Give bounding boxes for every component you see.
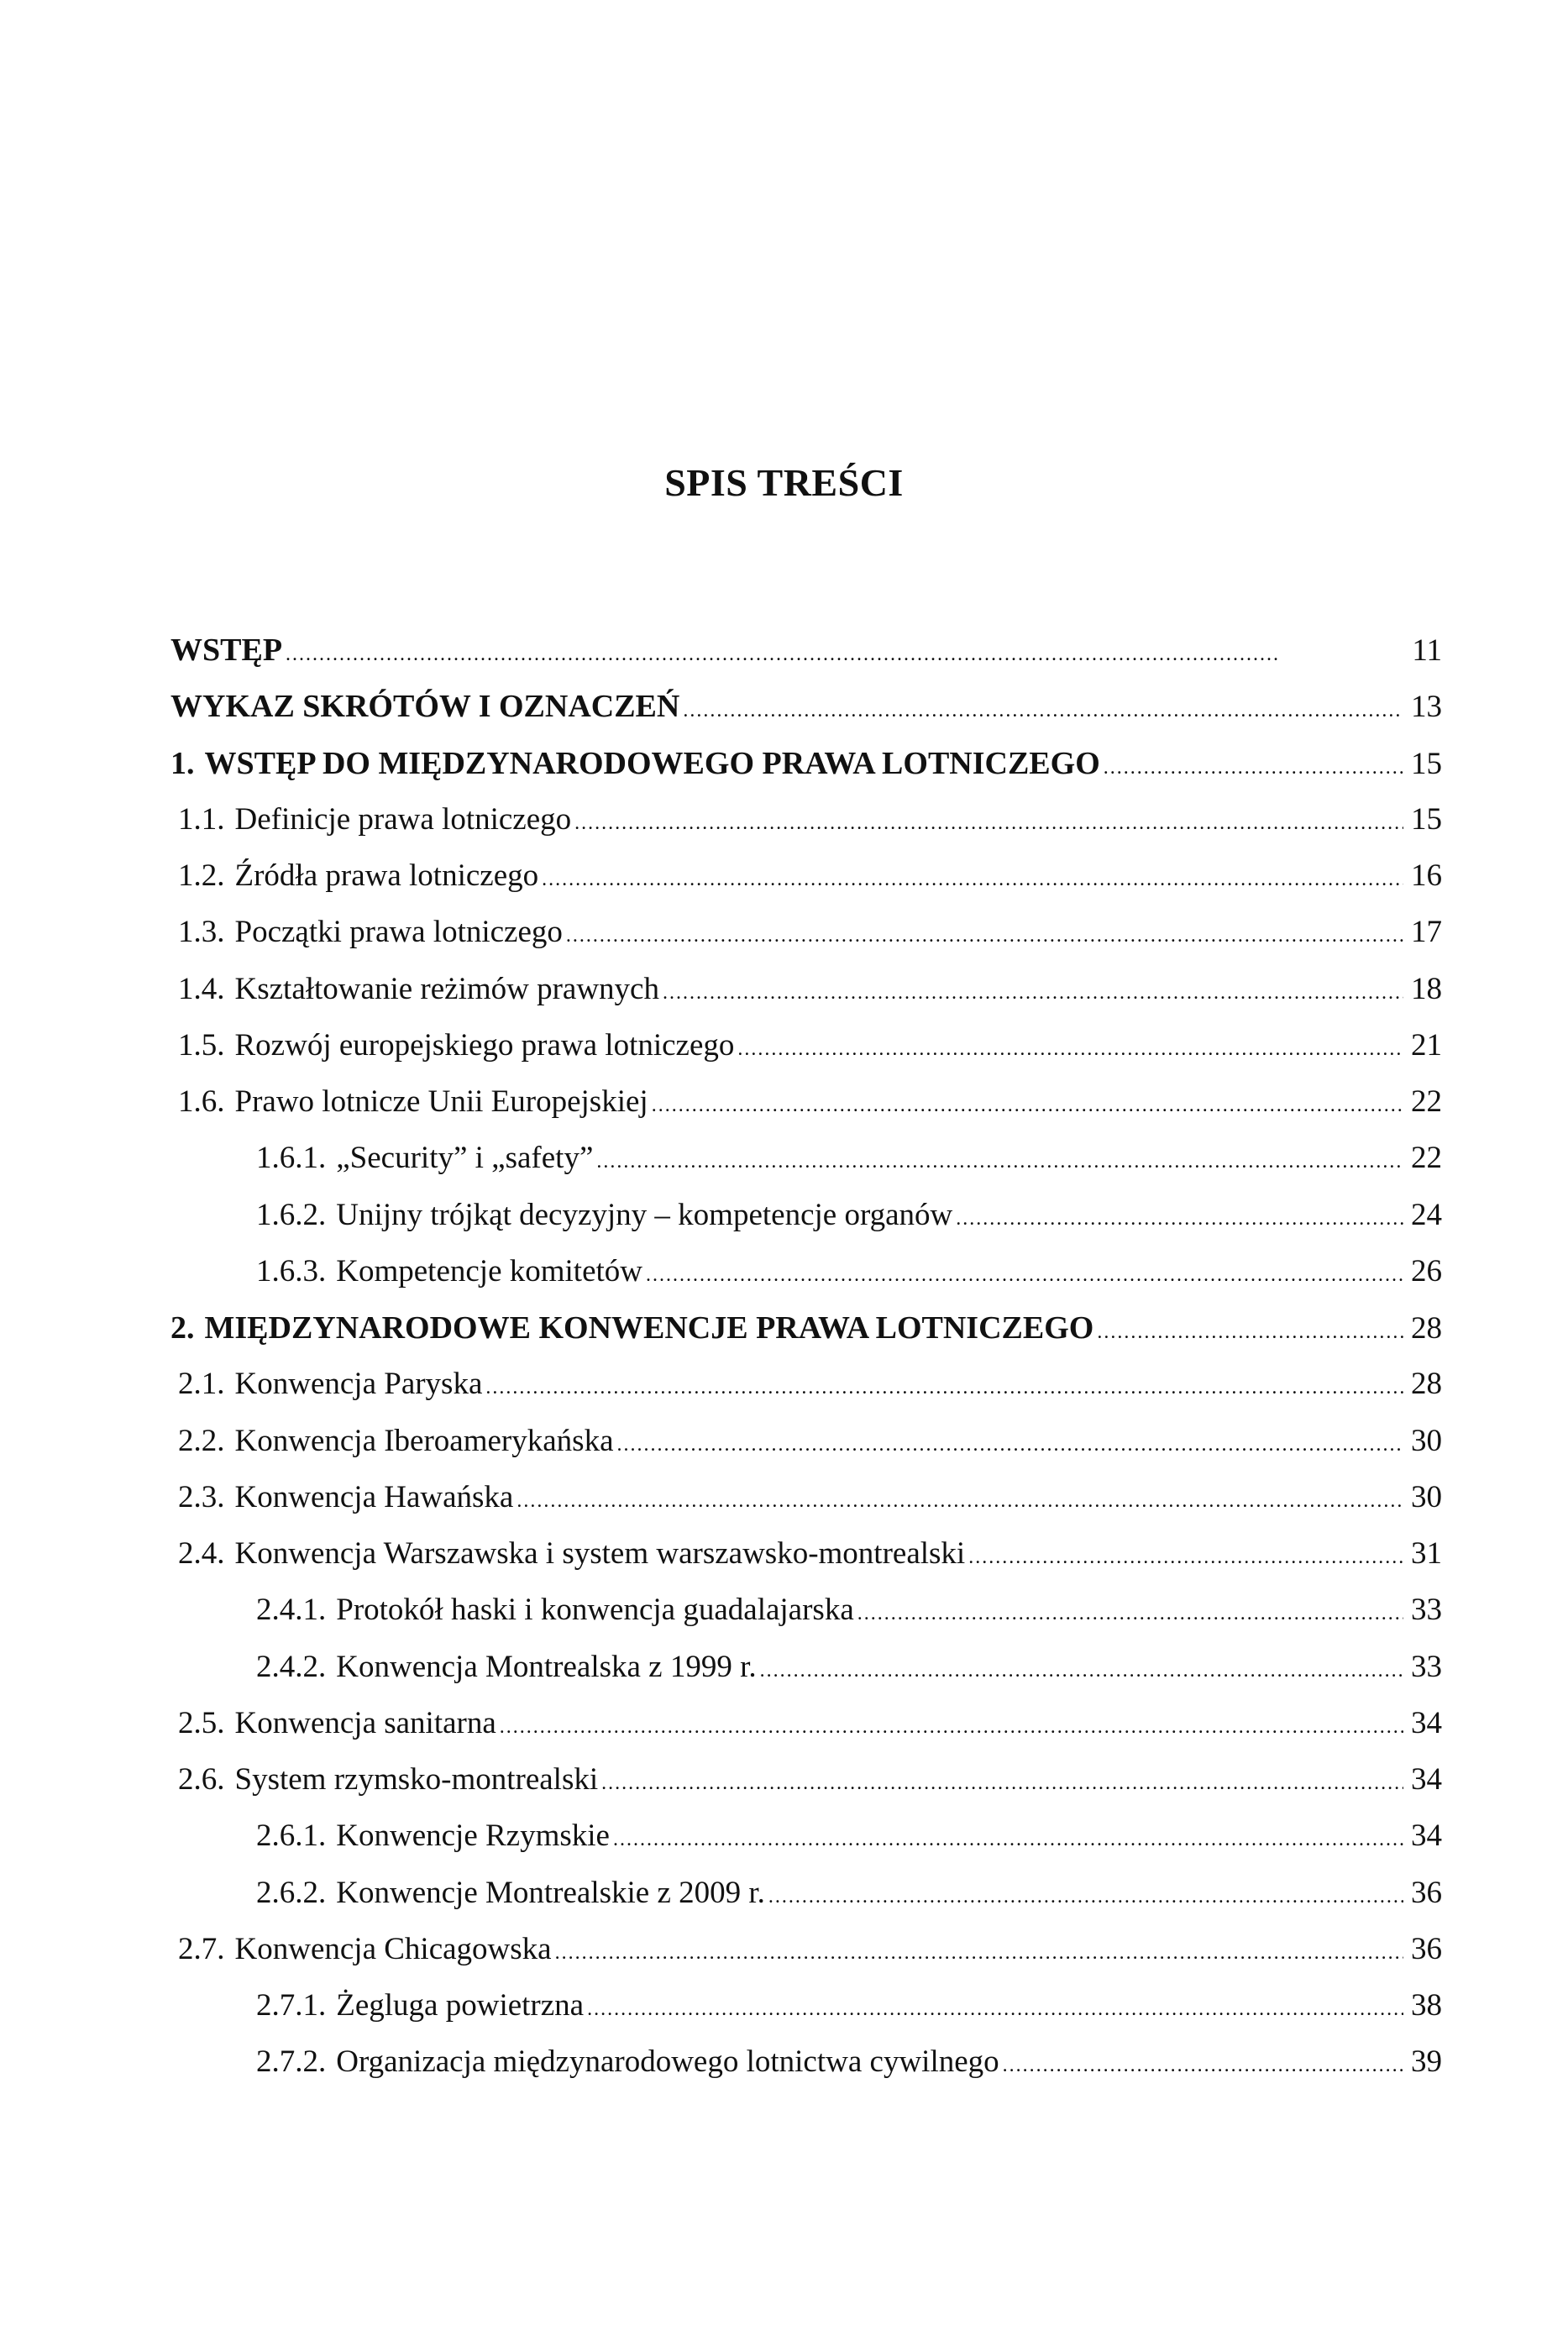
toc-entry-number: 2.3.: [178, 1479, 225, 1514]
toc-entry-number: 2.2.: [178, 1423, 225, 1458]
toc-entry-label: Konwencja Paryska: [234, 1367, 483, 1402]
toc-entry: [170, 1366, 1442, 1422]
toc-entry-page-number: 36: [1411, 1875, 1442, 1910]
toc-entry-page-number: 18: [1411, 971, 1442, 1006]
toc-entry: [170, 1197, 1442, 1253]
dot-leader: [587, 1998, 1403, 2021]
toc-entry-page-number: 16: [1411, 858, 1442, 893]
dot-leader: [555, 1942, 1403, 1965]
toc-entry: [170, 2044, 1442, 2100]
toc-entry-number: 1.6.2.: [256, 1197, 327, 1232]
toc-entry-number: 2.7.: [178, 1931, 225, 1966]
toc-entry-number: 2.1.: [178, 1367, 225, 1402]
toc-entry-number: 1.5.: [178, 1027, 225, 1063]
toc-entry-number: 2.7.1.: [256, 1988, 327, 2023]
toc-entry-label: Żegluga powietrzna: [336, 1988, 585, 2023]
toc-entry-page-number: 30: [1411, 1479, 1442, 1514]
toc-entry-page-number: 39: [1411, 2044, 1442, 2080]
toc-entry: [170, 1987, 1442, 2044]
dot-leader: [485, 1377, 1403, 1399]
toc-entry-label: System rzymsko-montrealski: [234, 1762, 599, 1797]
toc-entry-label: MIĘDZYNARODOWE KONWENCJE PRAWA LOTNICZEGO: [204, 1310, 1094, 1346]
dot-leader: [1104, 757, 1403, 779]
toc-entry-page-number: 31: [1411, 1536, 1442, 1571]
toc-entry-page-number: 22: [1411, 1084, 1442, 1119]
toc-entry: [170, 1479, 1442, 1535]
dot-leader: [601, 1772, 1403, 1795]
toc-entry-page-number: 34: [1411, 1705, 1442, 1740]
dot-leader: [683, 700, 1403, 722]
toc-entry: [170, 1084, 1442, 1140]
page-title: SPIS TREŚCI: [664, 461, 904, 504]
dot-leader: [566, 925, 1403, 947]
dot-leader: [617, 1434, 1404, 1456]
toc-entry-label: Konwencja Hawańska: [234, 1479, 514, 1514]
toc-entry-number: 1.6.3.: [256, 1253, 327, 1288]
toc-entry: [170, 745, 1442, 801]
toc-entry-label: WYKAZ SKRÓTÓW I OZNACZEŃ: [170, 689, 680, 725]
toc-entry: [170, 1423, 1442, 1479]
toc-entry-number: 2.6.: [178, 1762, 225, 1797]
toc-entry-label: Konwencja Chicagowska: [234, 1931, 552, 1966]
toc-entry: [170, 1649, 1442, 1705]
toc-entry-label: Konwencja Montrealska z 1999 r.: [336, 1649, 757, 1684]
toc-entry: [170, 1705, 1442, 1761]
toc-entry-number: 2.6.1.: [256, 1819, 327, 1854]
toc-entry-number: 1.2.: [178, 858, 225, 893]
toc-entry: [170, 914, 1442, 970]
toc-entry: [170, 1818, 1442, 1874]
dot-leader: [646, 1264, 1403, 1287]
dot-leader: [286, 643, 1403, 666]
toc-entry-page-number: 28: [1411, 1311, 1442, 1346]
toc-entry-number: 2.4.: [178, 1536, 225, 1571]
toc-entry-page-number: 24: [1411, 1197, 1442, 1232]
toc-entry-label: Początki prawa lotniczego: [234, 915, 563, 950]
toc-entry-label: Konwencja sanitarna: [234, 1705, 496, 1740]
toc-entry-page-number: 22: [1411, 1141, 1442, 1176]
toc-entry-number: 2.4.2.: [256, 1649, 327, 1684]
toc-entry-number: 1.6.1.: [256, 1141, 327, 1176]
toc-entry: [170, 688, 1442, 744]
toc-entry-label: „Security” i „safety”: [336, 1141, 594, 1176]
dot-leader: [1097, 1321, 1403, 1344]
toc-entry-page-number: 34: [1411, 1762, 1442, 1797]
toc-entry-page-number: 38: [1411, 1988, 1442, 2023]
toc-entry-label: Źródła prawa lotniczego: [234, 858, 539, 893]
dot-leader: [968, 1546, 1403, 1569]
toc-entry: [170, 1140, 1442, 1196]
toc-entry: [170, 1253, 1442, 1309]
dot-leader: [857, 1603, 1403, 1625]
dot-leader: [652, 1094, 1403, 1117]
dot-leader: [760, 1660, 1403, 1682]
dot-leader: [613, 1829, 1403, 1851]
toc-entry: [170, 858, 1442, 914]
toc-entry-label: Protokół haski i konwencja guadalajarska: [336, 1593, 854, 1628]
toc-entry-number: 1.1.: [178, 801, 225, 837]
toc-entry: [170, 1535, 1442, 1592]
dot-leader: [517, 1490, 1403, 1513]
toc-entry-label: Rozwój europejskiego prawa lotniczego: [234, 1027, 735, 1063]
toc-entry-number: 2.4.1.: [256, 1593, 327, 1628]
toc-entry: [170, 1761, 1442, 1818]
toc-entry-page-number: 15: [1411, 746, 1442, 781]
toc-entry-number: 1.4.: [178, 971, 225, 1006]
toc-entry: [170, 1592, 1442, 1648]
toc-entry-number: 2.: [170, 1310, 195, 1346]
toc-entry-page-number: 13: [1411, 690, 1442, 725]
toc-entry: [170, 1931, 1442, 1987]
toc-entry: [170, 1027, 1442, 1084]
toc-entry-page-number: 30: [1411, 1423, 1442, 1458]
toc-entry-page-number: 11: [1412, 633, 1442, 668]
dot-leader: [956, 1208, 1403, 1231]
toc-entry-label: Kształtowanie reżimów prawnych: [234, 971, 659, 1006]
toc-entry-label: Unijny trójkąt decyzyjny – kompetencje organów: [336, 1197, 953, 1232]
toc-entry-label: Konwencja Iberoamerykańska: [234, 1423, 614, 1458]
toc-entry-page-number: 33: [1411, 1593, 1442, 1628]
toc-entry-page-number: 15: [1411, 801, 1442, 837]
toc-entry-page-number: 26: [1411, 1253, 1442, 1288]
dot-leader: [574, 812, 1403, 835]
dot-leader: [542, 869, 1403, 891]
toc-entry-page-number: 34: [1411, 1819, 1442, 1854]
toc-entry-page-number: 28: [1411, 1367, 1442, 1402]
toc-entry-label: Definicje prawa lotniczego: [234, 801, 572, 837]
toc-entry: [170, 1309, 1442, 1366]
toc-entry-page-number: 17: [1411, 915, 1442, 950]
toc-entry-number: 1.6.: [178, 1084, 225, 1119]
toc-entry-label: Konwencja Warszawska i system warszawsko-montrealski: [234, 1536, 966, 1571]
dot-leader: [500, 1716, 1403, 1739]
toc-entry: [170, 632, 1442, 688]
toc-entry-number: 2.7.2.: [256, 2044, 327, 2080]
toc-entry: [170, 971, 1442, 1027]
table-of-contents: [170, 632, 1442, 2101]
toc-entry-number: 2.6.2.: [256, 1875, 327, 1910]
toc-entry-page-number: 33: [1411, 1649, 1442, 1684]
toc-entry: [170, 1875, 1442, 1931]
toc-entry-page-number: 36: [1411, 1931, 1442, 1966]
toc-entry-label: Kompetencje komitetów: [336, 1253, 643, 1288]
toc-entry-number: 1.3.: [178, 915, 225, 950]
dot-leader: [596, 1151, 1403, 1173]
toc-entry: [170, 801, 1442, 858]
toc-entry-label: Konwencje Montrealskie z 2009 r.: [336, 1875, 765, 1910]
toc-entry-number: 1.: [170, 745, 195, 781]
dot-leader: [768, 1886, 1403, 1908]
toc-entry-label: Konwencje Rzymskie: [336, 1819, 610, 1854]
toc-entry-page-number: 21: [1411, 1027, 1442, 1063]
dot-leader: [663, 982, 1403, 1005]
dot-leader: [737, 1038, 1403, 1061]
toc-entry-label: WSTĘP DO MIĘDZYNARODOWEGO PRAWA LOTNICZEGO: [204, 745, 1100, 781]
toc-entry-label: Organizacja międzynarodowego lotnictwa cywilnego: [336, 2044, 999, 2080]
toc-entry-number: 2.5.: [178, 1705, 225, 1740]
toc-entry-label: WSTĘP: [170, 632, 283, 668]
toc-entry-label: Prawo lotnicze Unii Europejskiej: [234, 1084, 648, 1119]
dot-leader: [1003, 2055, 1403, 2077]
